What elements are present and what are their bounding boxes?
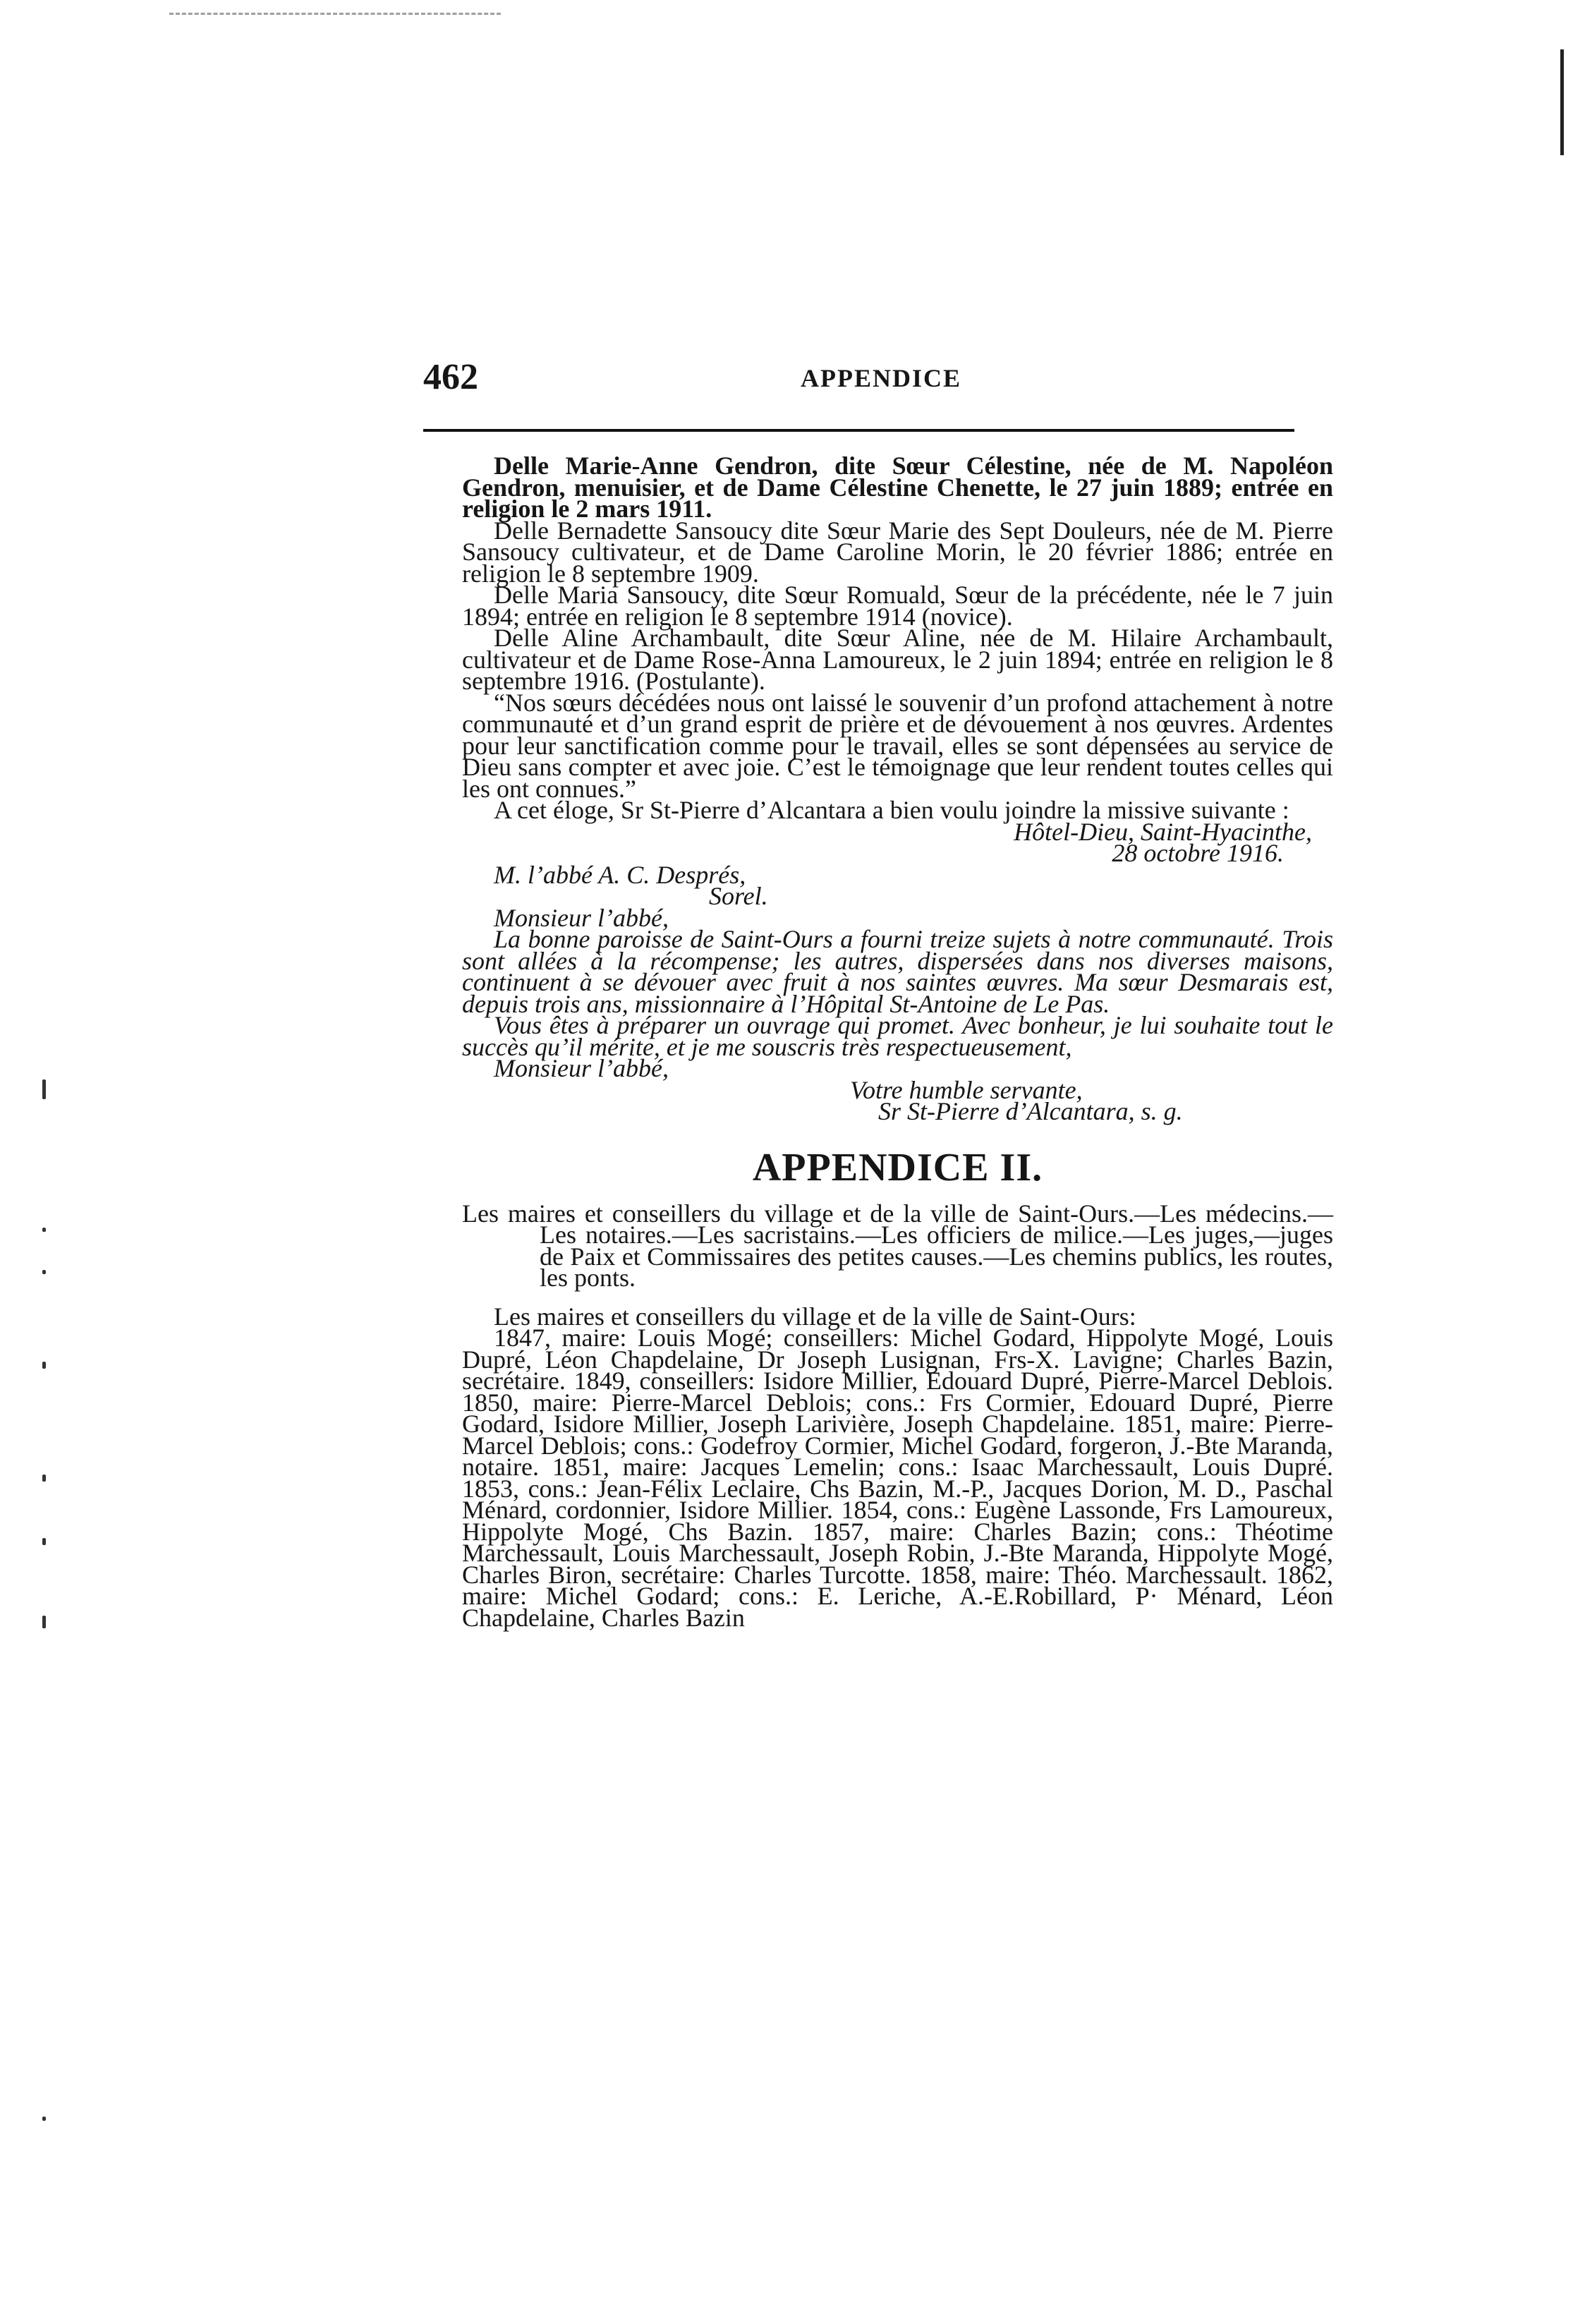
letter-place: Hôtel-Dieu, Saint-Hyacinthe, — [1014, 817, 1312, 846]
letter-signature: Sr St-Pierre d’Alcantara, s. g. — [878, 1097, 1183, 1125]
entry-paragraph: Delle Bernadette Sansoucy dite Sœur Marie des Sept Douleurs, née de M. Pierre Sansoucy cultivateur, et de Dame Caroline Morin, le 20 février 1886; entrée en religion le 8 septembre 1909. — [462, 516, 1333, 588]
letter — [462, 817, 1333, 1125]
letter-addressee-city: Sorel. — [709, 882, 768, 910]
running-head: APPENDICE — [801, 364, 962, 392]
page-number: 462 — [423, 357, 478, 397]
letter-body-paragraph: La bonne paroisse de Saint-Ours a fourni treize sujets à notre communauté. Trois sont allées à la récompense; les autres, dispersées dans nos diverses maisons, continuent à se dévouer avec fruit à nos saintes œuvres. Ma sœur Desmarais est, depuis trois ans, missionnaire à l’Hôpital St-Antoine de Le Pas. — [462, 925, 1333, 1018]
scan-edge-right — [1560, 49, 1564, 155]
scan-margin-marks — [28, 1079, 56, 2124]
letter-salutation: Monsieur l’abbé, — [494, 903, 669, 932]
letter-date: 28 octobre 1916. — [1112, 839, 1284, 867]
letter-closing-salutation: Monsieur l’abbé, — [494, 1054, 669, 1082]
letter-closing: Votre humble servante, — [850, 1075, 1083, 1104]
letter-body-paragraph: Vous êtes à préparer un ouvrage qui promet. Avec bonheur, je lui souhaite tout le succès qu’il mérite, et je me souscris très respectueusement, — [462, 1011, 1333, 1061]
header-rule — [423, 429, 1294, 432]
appendix-summary: Les maires et conseillers du village et de la ville de Saint-Ours.—Les médecins.—Les notaires.—Les sacristains.—Les officiers de milice.—Les juges,—juges de Paix et Commissaires des petites causes.—Les chemins publics, les routes, les ponts. — [462, 1199, 1333, 1292]
letter-addressee: M. l’abbé A. C. Després, — [494, 860, 746, 889]
quote-paragraph: “Nos sœurs décédées nous ont laissé le souvenir d’un profond attachement à notre communauté et d’un grand esprit de prière et de dévouement à nos œuvres. Ardentes pour leur sanctification comme pour le travail, elles se sont dépensées au service de Dieu sans compter et avec joie. C’est le témoignage que leur rendent toutes celles qui les ont connues.” — [462, 688, 1333, 803]
scan-artifact-top — [169, 13, 501, 18]
entry-paragraph: Delle Marie-Anne Gendron, dite Sœur Célestine, née de M. Napoléon Gendron, menuisier, et de Dame Célestine Chenette, le 27 juin 1889; entrée en religion le 2 mars 1911. — [462, 452, 1333, 523]
entry-paragraph: Delle Maria Sansoucy, dite Sœur Romuald, Sœur de la précédente, née le 7 juin 1894; entrée en religion le 8 septembre 1914 (novice). — [462, 581, 1333, 631]
page-body — [462, 452, 1333, 1632]
page-header — [423, 356, 1294, 413]
intro-paragraph: A cet éloge, Sr St-Pierre d’Alcantara a bien voulu joindre la missive suivante : — [494, 796, 1289, 824]
appendix-records: 1847, maire: Louis Mogé; conseillers: Michel Godard, Hippolyte Mogé, Louis Dupré, Léon Chapdelaine, Dr Joseph Lusignan, Frs-X. Lavigne; Charles Bazin, secrétaire. 1849, conseillers: Isidore Millier, Edouard Dupré, Pierre-Marcel Deblois. 1850, maire: Pierre-Marcel Deblois; cons.: Frs Cormier, Edouard Dupré, Pierre Godard, Isidore Millier, Joseph Larivière, Joseph Chapdelaine. 1851, maire: Pierre-Marcel Deblois; cons.: Godefroy Cormier, Michel Godard, forgeron, J.-Bte Maranda, notaire. 1851, maire: Jacques Lemelin; cons.: Isaac Marchessault, Louis Dupré. 1853, cons.: Jean-Félix Leclaire, Chs Bazin, M.-P., Jacques Dorion, M. D., Paschal Ménard, cordonnier, Isidore Millier. 1854, cons.: Eugène Lassonde, Frs Lamoureux, Hippolyte Mogé, Chs Bazin. 1857, maire: Charles Bazin; cons.: Théotime Marchessault, Louis Marchessault, Joseph Robin, J.-Bte Maranda, Hippolyte Mogé, Charles Biron, secrétaire: Charles Turcotte. 1858, maire: Théo. Marchessault. 1862, maire: Michel Godard; cons.: E. Leriche, A.-E.Robillard, P· Ménard, Léon Chapdelaine, Charles Bazin — [462, 1324, 1333, 1632]
appendix-intro: Les maires et conseillers du village et de la ville de Saint-Ours: — [494, 1302, 1136, 1331]
entry-paragraph: Delle Aline Archambault, dite Sœur Aline, née de M. Hilaire Archambault, cultivateur et de Dame Rose-Anna Lamoureux, le 2 juin 1894; entrée en religion le 8 septembre 1916. (Postulante). — [462, 624, 1333, 695]
appendix-title: APPENDICE II. — [752, 1145, 1043, 1190]
